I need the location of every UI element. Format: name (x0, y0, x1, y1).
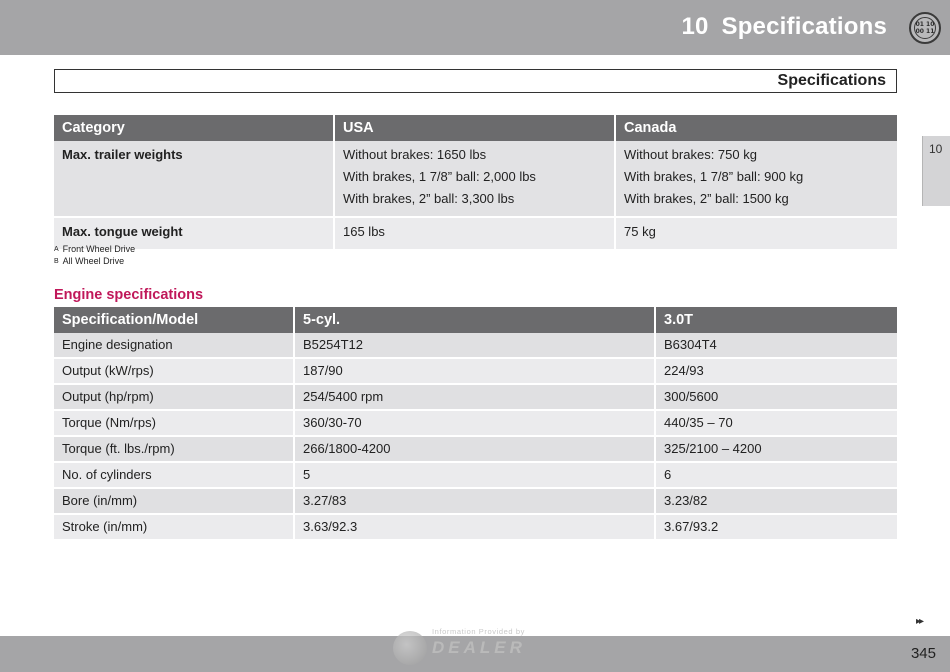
trailer-weights-table (54, 115, 897, 251)
table-row (54, 515, 897, 541)
table-header-row (54, 115, 897, 141)
section-title-box (54, 69, 897, 93)
table-row (54, 333, 897, 359)
header-cell: 5-cyl. (295, 307, 656, 333)
spec-label-cell: Bore (in/mm) (54, 489, 295, 515)
spec-value-cell: 6 (656, 463, 897, 489)
table-row (54, 218, 897, 251)
spec-value-cell: 360/30-70 (295, 411, 656, 437)
chapter-title (676, 13, 888, 41)
spec-value-cell: 3.67/93.2 (656, 515, 897, 541)
footnote-text: Front Wheel Drive (62, 244, 136, 254)
spec-label-cell: No. of cylinders (54, 463, 295, 489)
spec-value-cell: 5 (295, 463, 656, 489)
badge-top-text: 01 10 (915, 21, 935, 28)
footnotes (54, 244, 135, 268)
spec-value-cell: 224/93 (656, 359, 897, 385)
footnote-text: All Wheel Drive (62, 256, 125, 266)
header-cell: 3.0T (656, 307, 897, 333)
spec-value-cell: 187/90 (295, 359, 656, 385)
watermark-logo-icon (393, 631, 427, 665)
footnote-mark: B (54, 258, 59, 265)
table-row (54, 359, 897, 385)
page-header (0, 0, 950, 55)
cell-line: With brakes, 1 7/8” ball: 900 kg (624, 169, 804, 184)
table-row (54, 141, 897, 218)
cell-line: With brakes, 2” ball: 3,300 lbs (343, 191, 515, 206)
header-cell: Category (54, 115, 335, 141)
badge-bottom-text: 00 11 (915, 28, 935, 35)
spec-value-cell: 3.23/82 (656, 489, 897, 515)
next-page-icon[interactable]: ▸▸ (916, 616, 923, 627)
cell-line: With brakes, 2” ball: 1500 kg (624, 191, 789, 206)
spec-value-cell: 325/2100 – 4200 (656, 437, 897, 463)
spec-label-cell: Torque (Nm/rps) (54, 411, 295, 437)
canada-cell (616, 218, 897, 251)
spec-value-cell: 266/1800-4200 (295, 437, 656, 463)
spec-label-cell: Stroke (in/mm) (54, 515, 295, 541)
cell-line: 165 lbs (343, 224, 385, 239)
footnote (54, 244, 135, 256)
cell-line: Without brakes: 750 kg (624, 147, 757, 162)
row-label: Max. trailer weights (54, 141, 335, 218)
chapter-badge-icon (909, 12, 941, 44)
section-title: Specifications (777, 72, 886, 89)
engine-specs-heading: Engine specifications (54, 287, 204, 303)
spec-value-cell: 254/5400 rpm (295, 385, 656, 411)
table-row (54, 463, 897, 489)
page-number: 345 (910, 645, 936, 662)
table-row (54, 489, 897, 515)
spec-label-cell: Output (kW/rps) (54, 359, 295, 385)
watermark-text: DEALER (432, 638, 526, 657)
cell-line: Without brakes: 1650 lbs (343, 147, 487, 162)
footnote-mark: A (54, 246, 59, 253)
spec-value-cell: 3.27/83 (295, 489, 656, 515)
spec-value-cell: 300/5600 (656, 385, 897, 411)
chapter-side-tab[interactable] (922, 136, 950, 206)
spec-label-cell: Output (hp/rpm) (54, 385, 295, 411)
spec-value-cell: 3.63/92.3 (295, 515, 656, 541)
usa-cell (335, 218, 616, 251)
spec-value-cell: 440/35 – 70 (656, 411, 897, 437)
spec-value-cell: B6304T4 (656, 333, 897, 359)
row-label: Max. tongue weight (54, 218, 335, 251)
watermark-caption: Information Provided by (432, 627, 526, 636)
spec-label-cell: Engine designation (54, 333, 295, 359)
usa-cell (335, 141, 616, 218)
cell-line: 75 kg (624, 224, 656, 239)
table-row (54, 411, 897, 437)
table-row (54, 437, 897, 463)
footnote (54, 256, 135, 268)
header-cell: Specification/Model (54, 307, 295, 333)
spec-label-cell: Torque (ft. lbs./rpm) (54, 437, 295, 463)
chapter-number: 10 (681, 13, 709, 40)
table-row (54, 385, 897, 411)
header-cell: USA (335, 115, 616, 141)
cell-line: With brakes, 1 7/8” ball: 2,000 lbs (343, 169, 536, 184)
engine-specs-table (54, 307, 897, 541)
chapter-name: Specifications (721, 13, 887, 40)
spec-value-cell: B5254T12 (295, 333, 656, 359)
table-header-row (54, 307, 897, 333)
side-tab-label: 10 (929, 142, 943, 156)
canada-cell (616, 141, 897, 218)
header-cell: Canada (616, 115, 897, 141)
